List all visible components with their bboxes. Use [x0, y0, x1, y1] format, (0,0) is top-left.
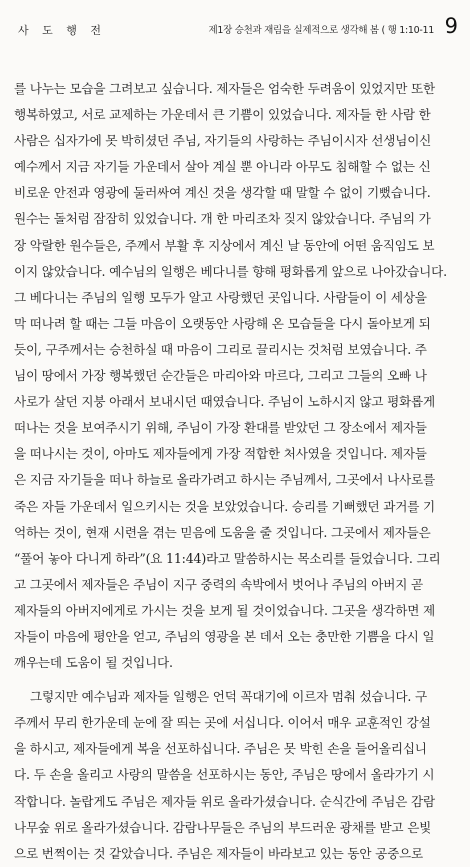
- text-line: 사로가 살던 지붕 아래서 보내시던 때였습니다. 주님이 노하시지 않고 평화롭게: [14, 394, 435, 410]
- text-line: 님이 땅에서 가장 행복했던 순간들은 마리아와 마르다, 그리고 그들의 오빠 나: [14, 368, 427, 384]
- text-line: 듯이, 구주께서는 승천하실 때 마음이 그리로 끌리시는 것처럼 보였습니다. 주: [14, 341, 427, 357]
- text-line: 이지 않았습니다. 예수님의 일행은 베다니를 향해 평화롭게 앞으로 나아갔습니다.: [14, 263, 447, 279]
- text-line: 은 지금 자기들을 떠나 하늘로 올라가려고 하시는 주님께서, 그곳에서 나사로를: [14, 472, 435, 488]
- text-line: 행복하였고, 서로 교제하는 가운데서 큰 기쁨이 있었습니다. 제자들 한 사람 한: [14, 107, 431, 123]
- paragraph-start-line: 그렇지만 예수님과 제자들 일행은 언덕 꼭대기에 이르자 멈춰 섰습니다. 구: [30, 689, 427, 705]
- body-text: [14, 76, 455, 867]
- page-header: [0, 0, 470, 58]
- text-line: 다. 두 손을 올리고 사랑의 말씀을 선포하시는 동안, 주님은 땅에서 올라가기 시: [14, 767, 435, 783]
- text-line: 을 하시고, 제자들에게 복을 선포하십니다. 주님은 못 박힌 손을 들어올리십니: [14, 741, 427, 757]
- text-line: 을 떠나시는 것이, 아마도 제자들에게 가장 적합한 처사였을 것입니다. 제자들: [14, 446, 427, 462]
- text-line: 막 떠나려 할 때는 그들 마음이 오랫동안 사랑해 온 모습들을 다시 돌아보게 되: [14, 315, 431, 331]
- text-line: 를 나누는 모습을 그려보고 싶습니다. 제자들은 엄숙한 두려움이 있었지만 또한: [14, 81, 435, 96]
- text-line: 장 악랄한 원수들은, 주께서 부활 후 지상에서 계신 날 동안에 어떤 움직임도 보: [14, 237, 435, 253]
- text-line: 사람은 십자가에 못 박히셨던 주님, 자기들의 사랑하는 주님이시자 선생님이신: [14, 133, 432, 149]
- text-line: 그 베다니는 주님의 일행 모두가 알고 사랑했던 곳입니다. 사람들이 이 세상을: [14, 289, 427, 305]
- text-line: 고 그곳에서 제자들은 주님이 지구 중력의 속박에서 벗어나 주님의 아버지 곧: [14, 576, 423, 592]
- book-title: 사 도 행 전: [18, 24, 106, 37]
- text-line: 자들이 마음에 평안을 얻고, 주님의 영광을 본 데서 오는 충만한 기쁨을 다시 일: [14, 628, 435, 644]
- chapter-title: 제1장 승천과 재림을 실제적으로 생각해 봄 ( 행 1:10-11: [208, 25, 434, 36]
- text-line: 주께서 무리 한가운데 눈에 잘 띄는 곳에 서십니다. 이어서 매우 교훈적인 강설: [14, 715, 431, 731]
- text-line: 작합니다. 놀랍게도 주님은 제자들 위로 올라가셨습니다. 순식간에 주님은 감람: [14, 793, 435, 809]
- text-line: 억하는 것이, 현재 시련을 겪는 믿음에 도움을 줄 것입니다. 그곳에서 제자들은: [14, 524, 431, 540]
- text-line: 비로운 안전과 영광에 둘러싸여 계신 것을 생각할 때 말할 수 없이 기뻤습니다.: [14, 185, 431, 201]
- text-line: 죽은 자들 가운데서 일으키시는 것을 보았었습니다. 승리를 기뻐했던 과거를 기: [14, 498, 435, 514]
- text-line: 깨우는데 도움이 될 것입니다.: [14, 655, 173, 671]
- page-number: 9: [444, 14, 458, 38]
- text-line: 떠나는 것을 보여주시기 위해, 주님이 가장 환대를 받았던 그 장소에서 제자들: [14, 420, 427, 436]
- text-line: 예수께서 지금 자기들 가운데서 살아 계실 뿐 아니라 아무도 침해할 수 없는 신: [14, 159, 431, 175]
- text-line: 원수는 돌처럼 잠잠히 있었습니다. 개 한 마리조차 짖지 않았습니다. 주님의 가: [14, 211, 431, 227]
- text-line: 나무숲 위로 올라가셨습니다. 감람나무들은 주님의 부드러운 광채를 받고 은빛: [14, 819, 432, 835]
- text-line: 으로 번쩍이는 것 같았습니다. 주님은 제자들이 바라보고 있는 동안 공중으로: [14, 845, 423, 861]
- text-line: 제자들의 아버지에게로 가시는 것을 보게 될 것이었습니다. 그곳을 생각하면 제: [14, 602, 435, 618]
- text-line: “풀어 놓아 다니게 하라”(요 11:44)라고 말씀하시는 목소리를 들었습니다. 그리: [14, 550, 441, 566]
